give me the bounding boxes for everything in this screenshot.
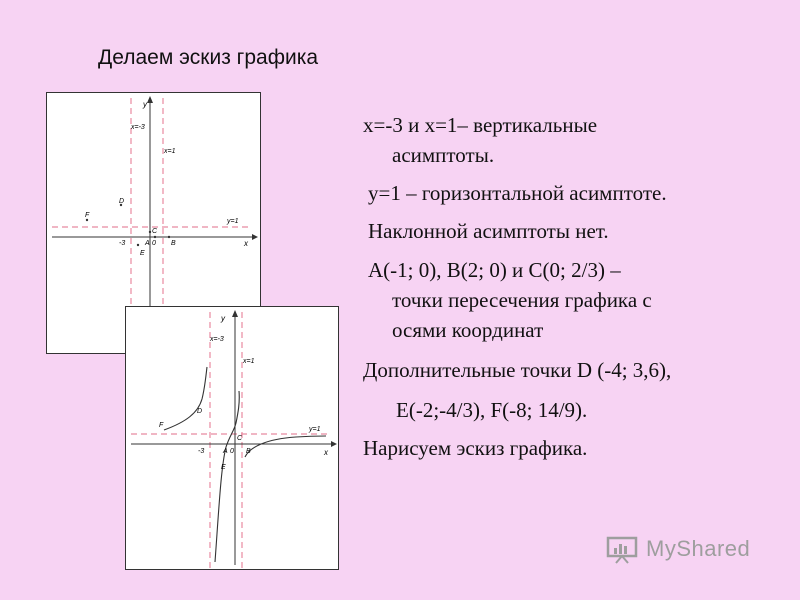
text-intersection-points-cont2: осями координат — [392, 318, 544, 342]
y-axis-arrow — [147, 96, 153, 103]
point-e-dot — [137, 244, 139, 246]
y-axis-label: y — [143, 100, 147, 109]
asymptote-x-1-label: x=1 — [164, 148, 176, 155]
x-axis-arrow — [252, 234, 258, 240]
text-intersection-points: A(-1; 0), B(2; 0) и C(0; 2/3) – — [368, 258, 621, 282]
point-e-label: E — [140, 250, 145, 257]
origin-label: 0 — [152, 240, 156, 247]
x-axis-label: x — [324, 448, 328, 457]
graph-sketch-curve-svg — [126, 307, 338, 569]
point-a-label: A — [145, 240, 150, 247]
x-axis-label: x — [244, 239, 248, 248]
asymptote-y-1-label: y=1 — [227, 218, 239, 225]
myshared-logo-text: MyShared — [646, 536, 751, 561]
text-additional-points-cont: E(-2;-4/3), F(-8; 14/9). — [396, 398, 588, 422]
x-axis-arrow — [331, 441, 337, 447]
text-no-oblique-asymptote: Наклонной асимптоты нет. — [368, 219, 609, 243]
point-c-label: C — [237, 435, 243, 442]
curve-right-branch — [245, 436, 326, 457]
asymptote-y-1-label: y=1 — [309, 426, 321, 433]
point-c-label: C — [152, 228, 158, 235]
text-intersection-points-cont1: точки пересечения графика с — [392, 288, 652, 312]
asymptote-x-1-label: x=1 — [243, 358, 255, 365]
curve-left-branch — [164, 367, 207, 430]
origin-label: 0 — [230, 448, 234, 455]
point-f-dot — [86, 219, 88, 221]
curve-middle-branch — [215, 391, 239, 562]
asymptote-x-neg3-label: x=-3 — [131, 124, 145, 131]
text-additional-points: Дополнительные точки D (-4; 3,6), — [363, 358, 672, 382]
myshared-watermark — [606, 534, 750, 564]
myshared-logo-icon — [606, 534, 642, 564]
point-e-label: E — [221, 464, 226, 471]
tick-neg3-label: -3 — [198, 448, 205, 455]
point-b-label: B — [246, 448, 251, 455]
point-f-label: F — [159, 422, 164, 429]
point-d-label: D — [119, 198, 125, 205]
text-asymptote-horizontal: y=1 – горизонтальной асимптоте. — [368, 181, 667, 205]
point-a-label: A — [223, 448, 228, 455]
point-f-label: F — [85, 212, 90, 219]
graph-sketch-curve — [125, 306, 339, 570]
point-b-dot — [168, 236, 170, 238]
y-axis-label: y — [221, 314, 225, 323]
slide-title: Делаем эскиз графика — [98, 46, 319, 69]
point-b-label: B — [171, 240, 176, 247]
text-draw-sketch: Нарисуем эскиз графика. — [363, 436, 588, 460]
point-c-dot — [149, 231, 151, 233]
point-a-dot — [154, 236, 156, 238]
point-d-label: D — [197, 408, 203, 415]
asymptote-x-neg3-label: x=-3 — [210, 336, 224, 343]
y-axis-arrow — [232, 310, 238, 317]
tick-neg3-label: -3 — [119, 240, 126, 247]
text-asymptotes-vertical: x=-3 и x=1– вертикальные — [363, 113, 598, 137]
text-asymptotes-vertical-cont: асимптоты. — [392, 143, 495, 167]
